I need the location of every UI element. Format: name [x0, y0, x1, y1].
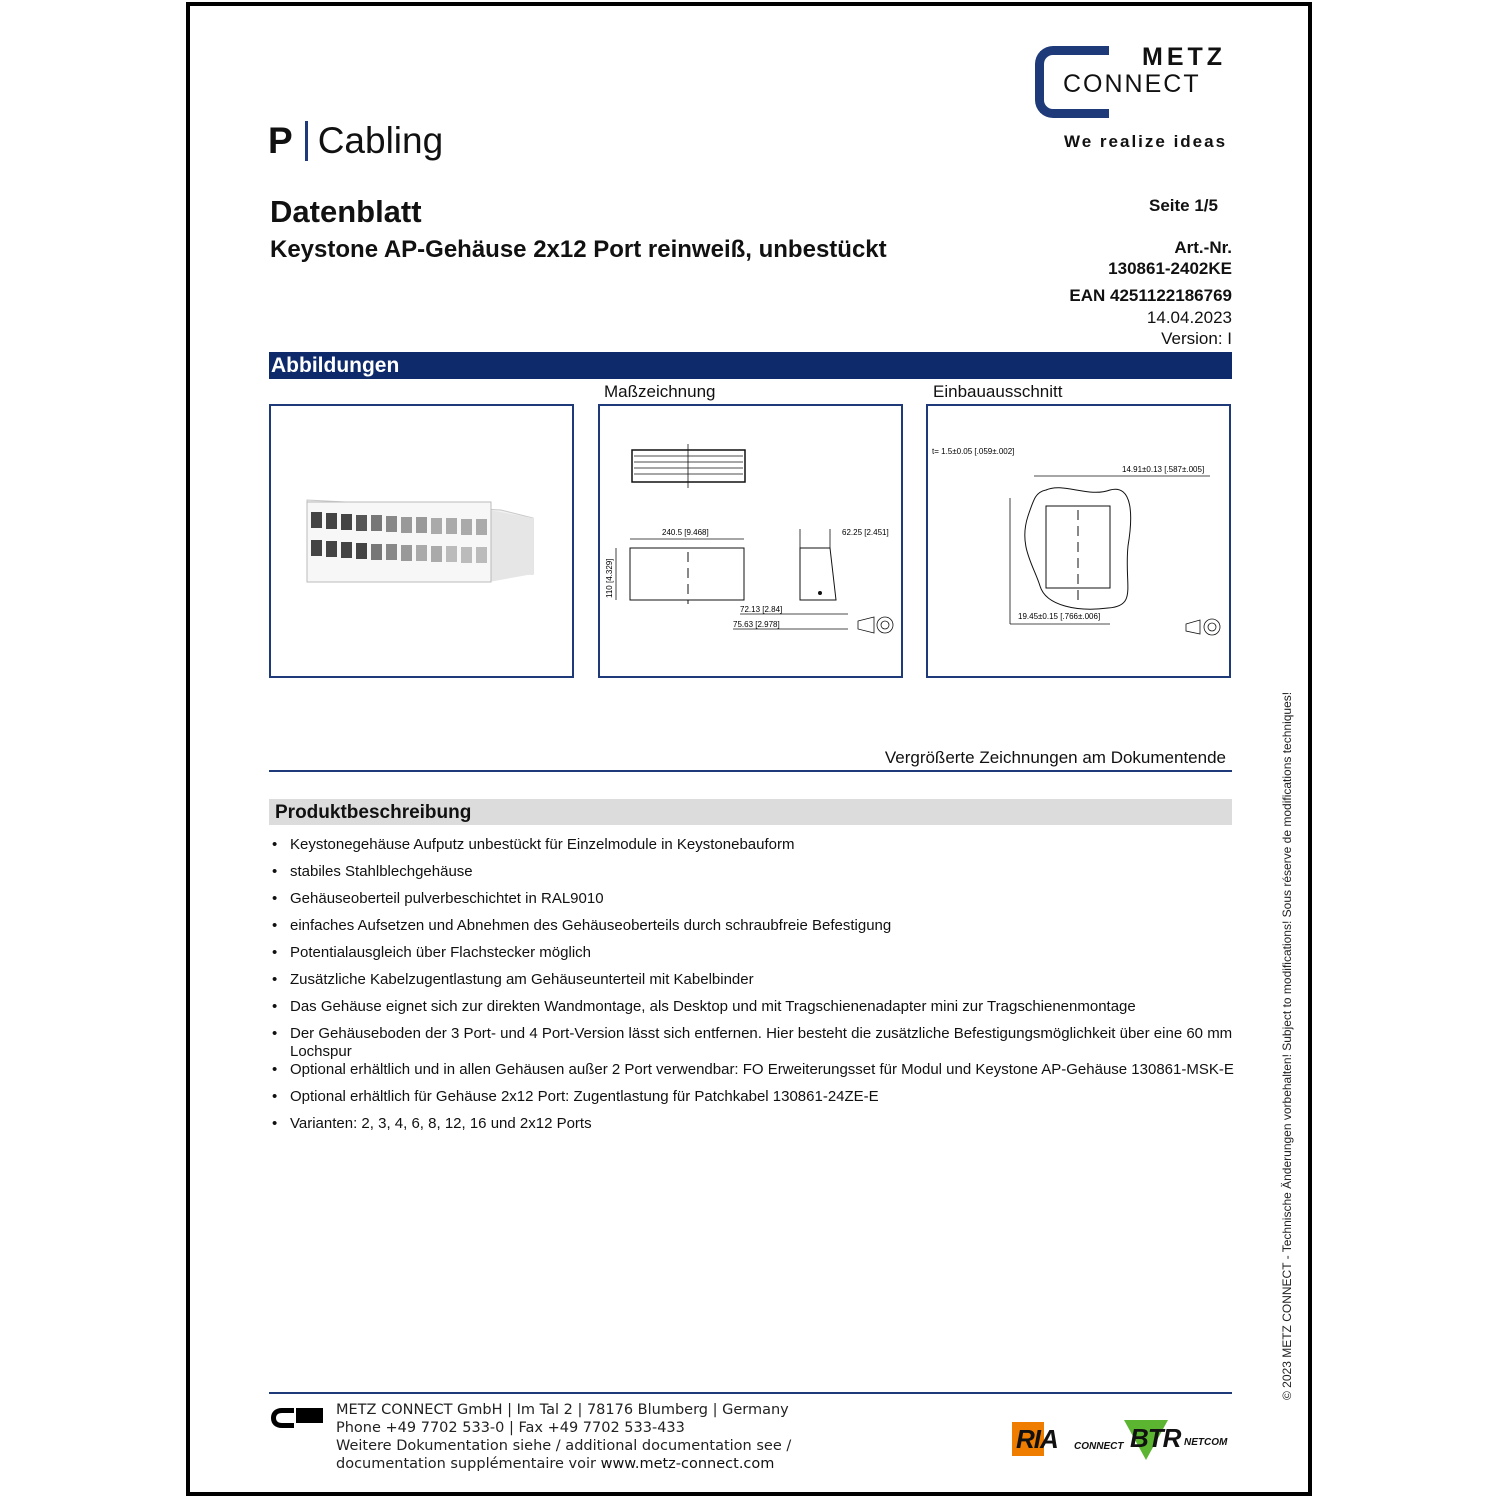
dimension-drawing [598, 404, 903, 678]
logo-connect-text: CONNECT [1063, 70, 1201, 98]
list-item: • Optional erhältlich und in allen Gehäusen außer 2 Port verwendbar: FO Erweiterungsset für Modul und Keystone AP-Gehäuse 130861-MSK-E [272, 1061, 1252, 1079]
btr-netcom-logo [1124, 1420, 1228, 1465]
ria-connect-logo [1012, 1422, 1123, 1456]
footer-divider [269, 1392, 1232, 1394]
dimension-drawing-svg [600, 406, 901, 676]
footer-address: METZ CONNECT GmbH | Im Tal 2 | 78176 Blumberg | Germany [336, 1402, 789, 1418]
cutout-width-a-label: 14.91±0.13 [.587±.005] [1122, 465, 1205, 474]
cutout-thickness-label: t= 1.5±0.05 [.059±.002] [932, 447, 1015, 456]
document-date: 14.04.2023 [1146, 308, 1232, 327]
product-line-brand [268, 120, 443, 162]
figure-label-cutout: Einbauausschnitt [933, 382, 1063, 401]
ria-orange-block [1012, 1422, 1058, 1456]
ria-text: RIA [1016, 1424, 1058, 1454]
logo-metz-text: METZ [1142, 43, 1227, 71]
footer-docs: Weitere Dokumentation siehe / additional documentation see / [336, 1438, 792, 1454]
article-number-label: Art.-Nr. [1174, 238, 1232, 257]
dim-width-label: 240.5 [9.468] [662, 528, 709, 537]
ria-subtext: CONNECT [1074, 1441, 1124, 1452]
article-number: 130861-2402KE [1108, 259, 1232, 278]
dim-depth-b-label: 75.63 [2.978] [733, 620, 780, 629]
section-header-figures: Abbildungen [269, 352, 1232, 379]
dim-height-label: 110 [4.329] [605, 558, 614, 598]
btr-subtext: NETCOM [1184, 1437, 1228, 1448]
section-divider [269, 770, 1232, 772]
list-item: • einfaches Aufsetzen und Abnehmen des Gehäuseoberteils durch schraubfreie Befestigung [272, 917, 1252, 935]
document-title: Datenblatt [270, 194, 422, 229]
keystone-housing-image [271, 406, 572, 676]
document-version: Version: I [1161, 329, 1232, 348]
list-item: • Varianten: 2, 3, 4, 6, 8, 12, 16 und 2x12 Ports [272, 1115, 1252, 1133]
list-item: • stabiles Stahlblechgehäuse [272, 863, 1252, 881]
list-item: • Das Gehäuse eignet sich zur direkten Wandmontage, als Desktop und mit Tragschienenadapter mini zur Tragschienenmontage [272, 998, 1252, 1016]
dim-depth-label: 62.25 [2.451] [842, 528, 889, 537]
cutout-width-b-label: 19.45±0.15 [.766±.006] [1018, 612, 1101, 621]
cutout-drawing [926, 404, 1231, 678]
list-item: • Gehäuseoberteil pulverbeschichtet in RAL9010 [272, 890, 1252, 908]
logo-tagline: We realize ideas [1064, 132, 1228, 151]
footer-contact [336, 1401, 791, 1473]
brand-name: Cabling [317, 120, 444, 161]
btr-text: BTR [1130, 1423, 1181, 1453]
document-subtitle: Keystone AP-Gehäuse 2x12 Port reinweiß, unbestückt [270, 236, 887, 263]
footer-docs-prefix: documentation supplémentaire voir [336, 1456, 601, 1472]
page-number: Seite 1/5 [1149, 196, 1218, 215]
footer-logo-icon [270, 1405, 324, 1431]
list-item: • Potentialausgleich über Flachstecker möglich [272, 944, 1252, 962]
copyright-sidebar: © 2023 METZ CONNECT - Technische Änderungen vorbehalten! Subject to modifications! Sous réserve de modifications techniques! [1280, 691, 1294, 1400]
brand-p: P [268, 120, 293, 161]
dim-depth-a-label: 72.13 [2.84] [740, 605, 783, 614]
footer-phone: Phone +49 7702 533-0 | Fax +49 7702 533-433 [336, 1420, 685, 1436]
footer-website-link[interactable]: www.metz-connect.com [600, 1456, 775, 1472]
cutout-drawing-svg [928, 406, 1229, 676]
section-header-description: Produktbeschreibung [269, 799, 1232, 825]
enlarged-drawings-note: Vergrößerte Zeichnungen am Dokumentende [884, 748, 1226, 767]
footer-docs-line2 [336, 1455, 791, 1473]
product-photo [269, 404, 574, 678]
list-item: • Der Gehäuseboden der 3 Port- und 4 Port-Version lässt sich entfernen. Hier besteht die zusätzliche Befestigungsmöglichkeit über eine 60 mm Lochspur [272, 1025, 1252, 1061]
ean-code: EAN 4251122186769 [1069, 286, 1232, 305]
list-item: • Keystonegehäuse Aufputz unbestückt für Einzelmodule in Keystonebauform [272, 836, 1252, 854]
list-item: • Zusätzliche Kabelzugentlastung am Gehäuseunterteil mit Kabelbinder [272, 971, 1252, 989]
list-item: • Optional erhältlich für Gehäuse 2x12 Port: Zugentlastung für Patchkabel 130861-24ZE-E [272, 1088, 1252, 1106]
figure-label-dimension-drawing: Maßzeichnung [604, 382, 716, 401]
description-list [272, 836, 1252, 1142]
brand-divider [305, 121, 308, 161]
